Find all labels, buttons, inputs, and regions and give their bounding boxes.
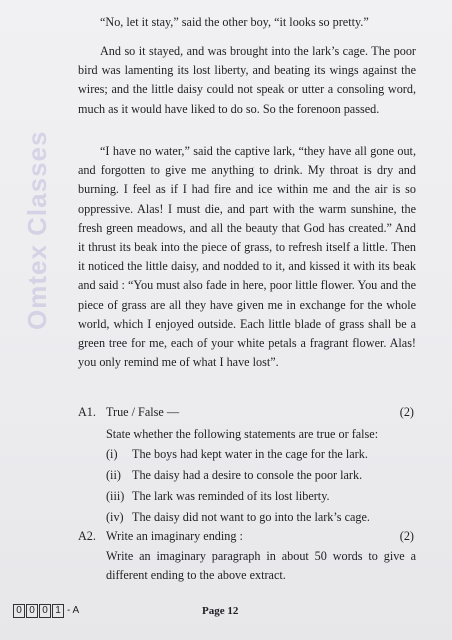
list-item: [106, 444, 416, 465]
list-item: [106, 507, 416, 528]
question-a2-instruction: Write an imaginary paragraph in about 50 words to give a different ending to the above extract.: [106, 549, 416, 582]
paragraph-2: [78, 42, 416, 119]
code-digit: 0: [39, 604, 51, 618]
watermark: Omtex Classes: [22, 130, 52, 330]
true-false-list: [106, 444, 416, 528]
question-a1-marks: (2): [399, 405, 414, 419]
paper-code: [13, 604, 79, 618]
item-number: (iv): [106, 510, 124, 524]
item-number: (ii): [106, 468, 121, 482]
code-digit: 0: [13, 604, 25, 618]
item-number: (iii): [106, 489, 125, 503]
code-suffix: - A: [67, 605, 80, 616]
page-number: Page 12: [202, 605, 239, 617]
item-text: The lark was reminded of its lost liberty.: [132, 489, 330, 503]
paragraph-3-text: “I have no water,” said the captive lark, “they have all gone out, and forgotten to give me anything to drink. My throat is dry and burning. I feel as if I had fire and ice within me and the air is so oppressive. Alas! I must die, and part with the warm sunshine, the fresh green meadows, and all the beauty that God has created.” And it thrust its beak into the piece of grass, to refresh itself a little. Then it noticed the little daisy, and nodded to it, and kissed it with its beak and said : “You must also fade in here, poor little flower. You and the piece of grass are all they have given me in exchange for the whole world, which I enjoyed outside. Each little blade of grass shall be a green tree for me, each of your white petals a fragrant flower. Alas! you only remind me of what I have lost”.: [78, 144, 416, 370]
item-text: The boys had kept water in the cage for the lark.: [132, 447, 368, 461]
paragraph-1-text: “No, let it stay,” said the other boy, “it looks so pretty.”: [100, 15, 369, 29]
question-a1-instruction: State whether the following statements are true or false:: [106, 427, 379, 441]
item-number: (i): [106, 447, 118, 461]
paragraph-3: [78, 142, 416, 372]
item-text: The daisy did not want to go into the lark’s cage.: [132, 510, 370, 524]
question-a2-title: Write an imaginary ending :: [106, 529, 243, 543]
paragraph-2-text: And so it stayed, and was brought into the lark’s cage. The poor bird was lamenting its lost liberty, and beating its wings against the wires; and the little daisy could not speak or utter a consoling word, much as it would have liked to do so. So the forenoon passed.: [78, 44, 416, 116]
code-digit: 0: [26, 604, 38, 618]
code-digit: 1: [52, 604, 64, 618]
question-a1-title: True / False —: [106, 405, 180, 419]
question-a2-label: A2.: [78, 529, 96, 543]
item-text: The daisy had a desire to console the poor lark.: [132, 468, 363, 482]
list-item: [106, 486, 416, 507]
paragraph-1: [78, 13, 416, 32]
question-a2-marks: (2): [399, 529, 414, 543]
question-a1-label: A1.: [78, 405, 96, 419]
list-item: [106, 465, 416, 486]
